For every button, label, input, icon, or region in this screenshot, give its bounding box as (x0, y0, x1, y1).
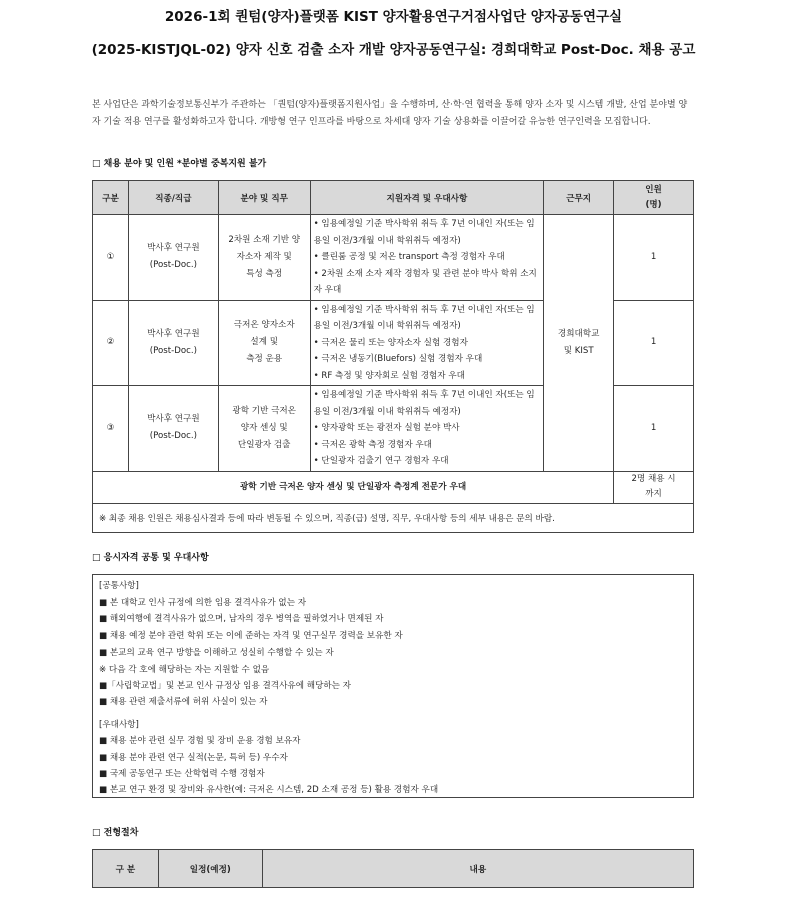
qual-item: • 클린룸 공정 및 저온 transport 측정 경험자 우대 (313, 252, 505, 262)
col-header: 지원자격 및 우대사항 (310, 181, 544, 215)
recruit-header-row (93, 181, 694, 215)
qual-item: • 임용예정일 기준 박사학위 취득 후 7년 이내인 자(또는 임용일 이전/3개월 이내 학위취득 예정자) (313, 390, 535, 417)
summary-text: 광학 기반 극저온 양자 센싱 및 단일광자 측정계 전문가 우대 (93, 471, 614, 503)
row-field: 광학 기반 극저온 양자 센싱 및 단일광자 검출 (218, 386, 310, 472)
col-header: 인원 (명) (614, 181, 694, 215)
qual-item: • 극저온 냉동기(Bluefors) 실험 경험자 우대 (313, 354, 483, 364)
row-position: 박사후 연구원 (Post-Doc.) (128, 386, 218, 472)
pref-item: ■ 국제 공동연구 또는 산학협력 수행 경험자 (99, 769, 265, 779)
recruit-table (92, 180, 694, 533)
process-heading: □ 전형절차 (92, 828, 139, 838)
qual-item: • 극저온 광학 측정 경험자 우대 (313, 439, 432, 450)
row-number: ② (93, 300, 129, 386)
pref-title: [우대사항] (99, 720, 139, 730)
pref-item: ■ 본교 연구 환경 및 장비와 유사한(예: 극저온 시스템, 2D 소재 공정 등) 활용 경험자 우대 (99, 785, 439, 795)
qual-item: • RF 측정 및 양자회로 실험 경험자 우대 (313, 370, 465, 381)
qual-item: • 극저온 물리 또는 양자소자 실험 경험자 (313, 337, 468, 348)
common-requirements-box (92, 574, 694, 798)
common-item: ■ 채용 예정 분야 관련 학위 또는 이에 준하는 자격 및 연구실무 경력을 보유한 자 (99, 631, 403, 641)
page-title: 2026-1회 퀀텀(양자)플랫폼 KIST 양자활용연구거점사업단 양자공동연구실 (164, 9, 623, 25)
col-header: 내용 (262, 850, 693, 888)
common-item: ■ 본교의 교육 연구 방향을 이해하고 성실히 수행할 수 있는 자 (99, 648, 334, 658)
row-quals (310, 300, 544, 386)
row-position: 박사후 연구원 (Post-Doc.) (128, 215, 218, 301)
workplace-cell: 경희대학교 및 KIST (544, 215, 614, 472)
intro-paragraph: 본 사업단은 과학기술정보통신부가 주관하는 「퀀텀(양자)플랫폼지원사업」을 수행하며, 산·학·연 협력을 통해 양자 소자 및 시스템 개발, 산업 분야별 양자 기술 적용 연구를 활성화하고자 합니다. 개방형 연구 인프라를 바탕으로 차세대 양자 기술 상용화를 이끌어갈 유능한 연구인력을 모집합니다. (92, 100, 688, 127)
row-number: ① (93, 215, 129, 301)
summary-count: 2명 채용 시 까지 (614, 471, 694, 503)
row-quals (310, 386, 544, 472)
pref-item: ■ 채용 분야 관련 연구 실적(논문, 특허 등) 우수자 (99, 753, 288, 763)
recruit-heading: □ 채용 분야 및 인원 *분야별 중복지원 불가 (92, 159, 267, 169)
table-row (93, 215, 694, 301)
row-field: 2차원 소재 기반 양 자소자 제작 및 특성 측정 (218, 215, 310, 301)
qual-item: • 임용예정일 기준 박사학위 취득 후 7년 이내인 자(또는 임용일 이전/3개월 이내 학위취득 예정자) (313, 219, 535, 246)
qual-item: • 양자광학 또는 광전자 실험 분야 박사 (313, 423, 460, 433)
col-header: 직종/직급 (128, 181, 218, 215)
row-quals (310, 215, 544, 301)
row-field: 극저온 양자소자 설계 및 측정 운용 (218, 300, 310, 386)
row-count: 1 (614, 386, 694, 472)
row-position: 박사후 연구원 (Post-Doc.) (128, 300, 218, 386)
qual-item: • 2차원 소재 소자 제작 경험자 및 관련 분야 박사 학위 소지자 우대 (313, 268, 537, 295)
col-header: 일정(예정) (158, 850, 262, 888)
row-count: 1 (614, 215, 694, 301)
common-item: ■「사립학교법」및 본교 인사 규정상 임용 결격사유에 해당하는 자 (99, 681, 351, 691)
common-item: ■ 채용 관련 제출서류에 허위 사실이 있는 자 (99, 697, 268, 707)
col-header: 구분 (93, 181, 129, 215)
col-header: 구 분 (93, 850, 159, 888)
page-subtitle: (2025-KISTJQL-02) 양자 신호 검출 소자 개발 양자공동연구실: 경희대학교 Post-Doc. 채용 공고 (91, 42, 696, 58)
qual-item: • 단일광자 검출기 연구 경험자 우대 (313, 456, 449, 466)
recruit-note: ※ 최종 채용 인원은 채용심사결과 등에 따라 변동될 수 있으며, 직종(급) 설명, 직무, 우대사항 등의 세부 내용은 문의 바람. (93, 503, 694, 532)
process-table (92, 849, 694, 888)
col-header: 분야 및 직무 (218, 181, 310, 215)
process-header-row (93, 850, 694, 888)
summary-row (93, 471, 694, 503)
qual-item: • 임용예정일 기준 박사학위 취득 후 7년 이내인 자(또는 임용일 이전/3개월 이내 학위취득 예정자) (313, 304, 535, 331)
common-item: ■ 해외여행에 결격사유가 없으며, 남자의 경우 병역을 필하였거나 면제된 자 (99, 614, 384, 624)
row-count: 1 (614, 300, 694, 386)
common-heading: □ 응시자격 공통 및 우대사항 (92, 553, 209, 563)
row-number: ③ (93, 386, 129, 472)
pref-item: ■ 채용 분야 관련 실무 경험 및 장비 운용 경험 보유자 (99, 736, 301, 746)
common-title: [공통사항] (99, 581, 139, 591)
note-row (93, 503, 694, 532)
col-header: 근무지 (544, 181, 614, 215)
common-item: ※ 다음 각 호에 해당하는 자는 지원할 수 없음 (99, 665, 270, 675)
common-item: ■ 본 대학교 인사 규정에 의한 임용 결격사유가 없는 자 (99, 598, 307, 608)
